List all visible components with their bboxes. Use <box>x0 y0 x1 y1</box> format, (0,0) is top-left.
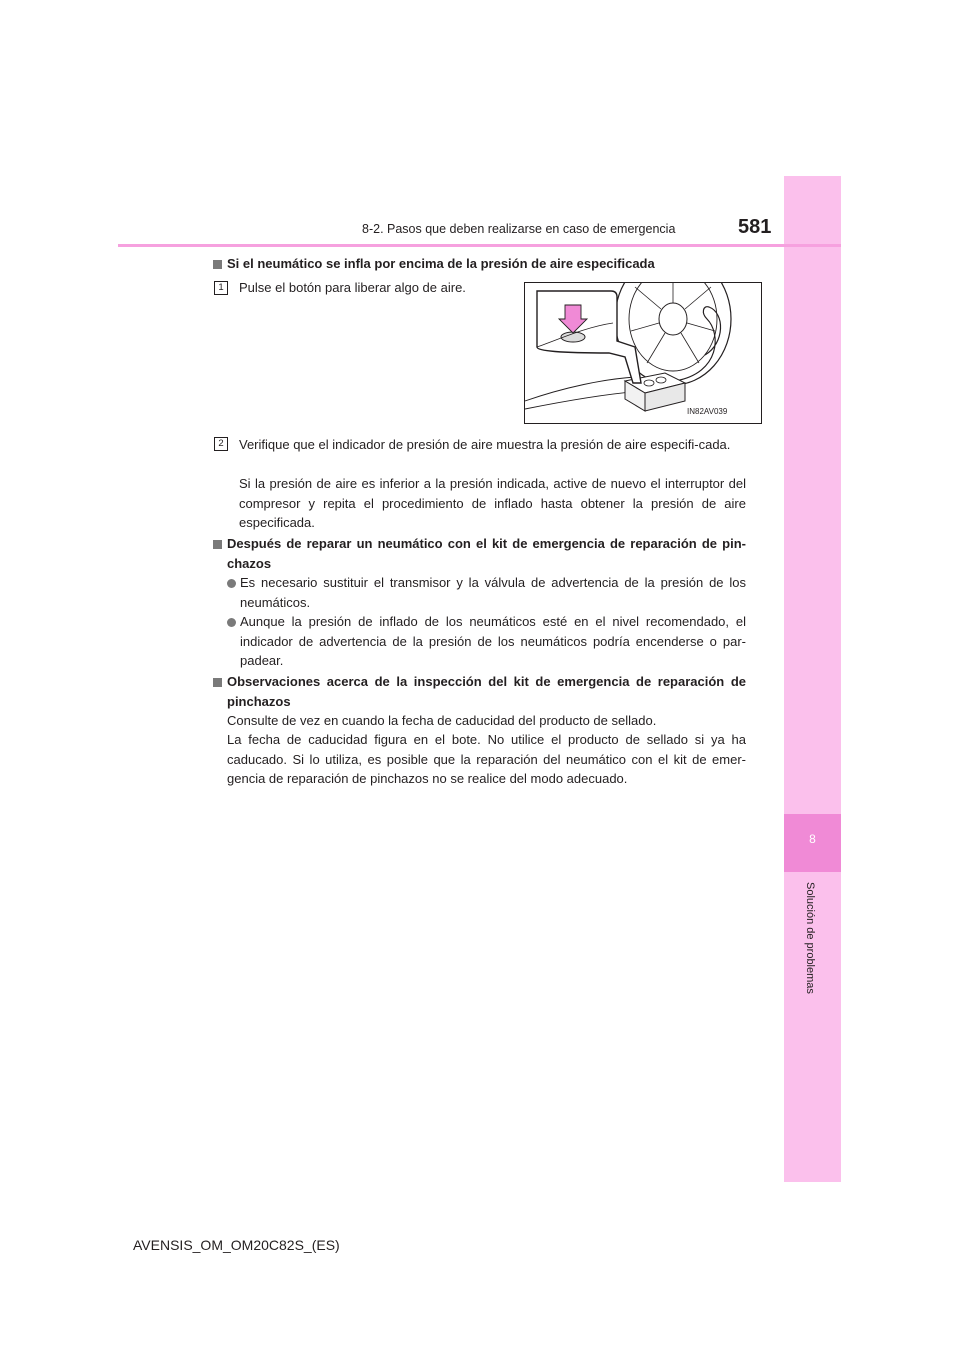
header-rule <box>118 244 841 247</box>
chapter-title-vertical <box>804 882 820 992</box>
chapter-number: 8 <box>809 832 816 846</box>
footer-doc-code: AVENSIS_OM_OM20C82S_(ES) <box>133 1237 340 1253</box>
square-bullet-icon <box>213 260 222 269</box>
round-bullet-icon <box>227 579 236 588</box>
square-bullet-icon <box>213 540 222 549</box>
page-number: 581 <box>738 216 772 238</box>
chapter-title: Solución de problemas <box>804 882 816 994</box>
round-bullet-icon <box>227 618 236 627</box>
square-bullet-icon <box>213 678 222 687</box>
step-2-text: Verifique que el indicador de presión de aire muestra la presión de aire especifi-cada. <box>239 437 731 452</box>
bullet-warning-light: Aunque la presión de inflado de los neumáticos esté en el nivel recomendado, el indicador de advertencia de la presión de los neumáticos podría encenderse o par-padear. <box>240 614 746 668</box>
step-1-text: Pulse el botón para liberar algo de aire. <box>239 280 466 295</box>
paragraph-expiry-details: La fecha de caducidad figura en el bote. No utilice el producto de sellado si ya ha caducado. Si lo utiliza, es posible que la reparación del neumático con el kit de emer-gencia de reparación de pinchazos no se realice del modo adecuado. <box>227 732 746 786</box>
heading-after-repair: Después de reparar un neumático con el kit de emergencia de reparación de pin-chazos <box>227 536 746 571</box>
illustration-code: IN82AV039 <box>687 407 728 416</box>
chapter-side-strip <box>784 176 841 1182</box>
tire-compressor-release-button-illustration <box>525 283 761 423</box>
step-2-note: Si la presión de aire es inferior a la presión indicada, active de nuevo el interruptor del compresor y repita el procedimiento de inflado hasta obtener la presión de aire especificada. <box>239 476 746 530</box>
paragraph-check-expiry: Consulte de vez en cuando la fecha de caducidad del producto de sellado. <box>227 713 657 728</box>
heading-overinflated: Si el neumático se infla por encima de la presión de aire especificada <box>227 256 655 271</box>
illustration <box>524 282 762 424</box>
step-number-1: 1 <box>214 281 228 295</box>
bullet-replace-transmitter: Es necesario sustituir el transmisor y la válvula de advertencia de la presión de los neumáticos. <box>240 575 746 610</box>
chapter-number-tab <box>784 814 841 872</box>
step-number-2: 2 <box>214 437 228 451</box>
section-header: 8-2. Pasos que deben realizarse en caso de emergencia <box>362 222 676 236</box>
heading-inspection: Observaciones acerca de la inspección del kit de emergencia de reparación de pinchazos <box>227 674 746 709</box>
